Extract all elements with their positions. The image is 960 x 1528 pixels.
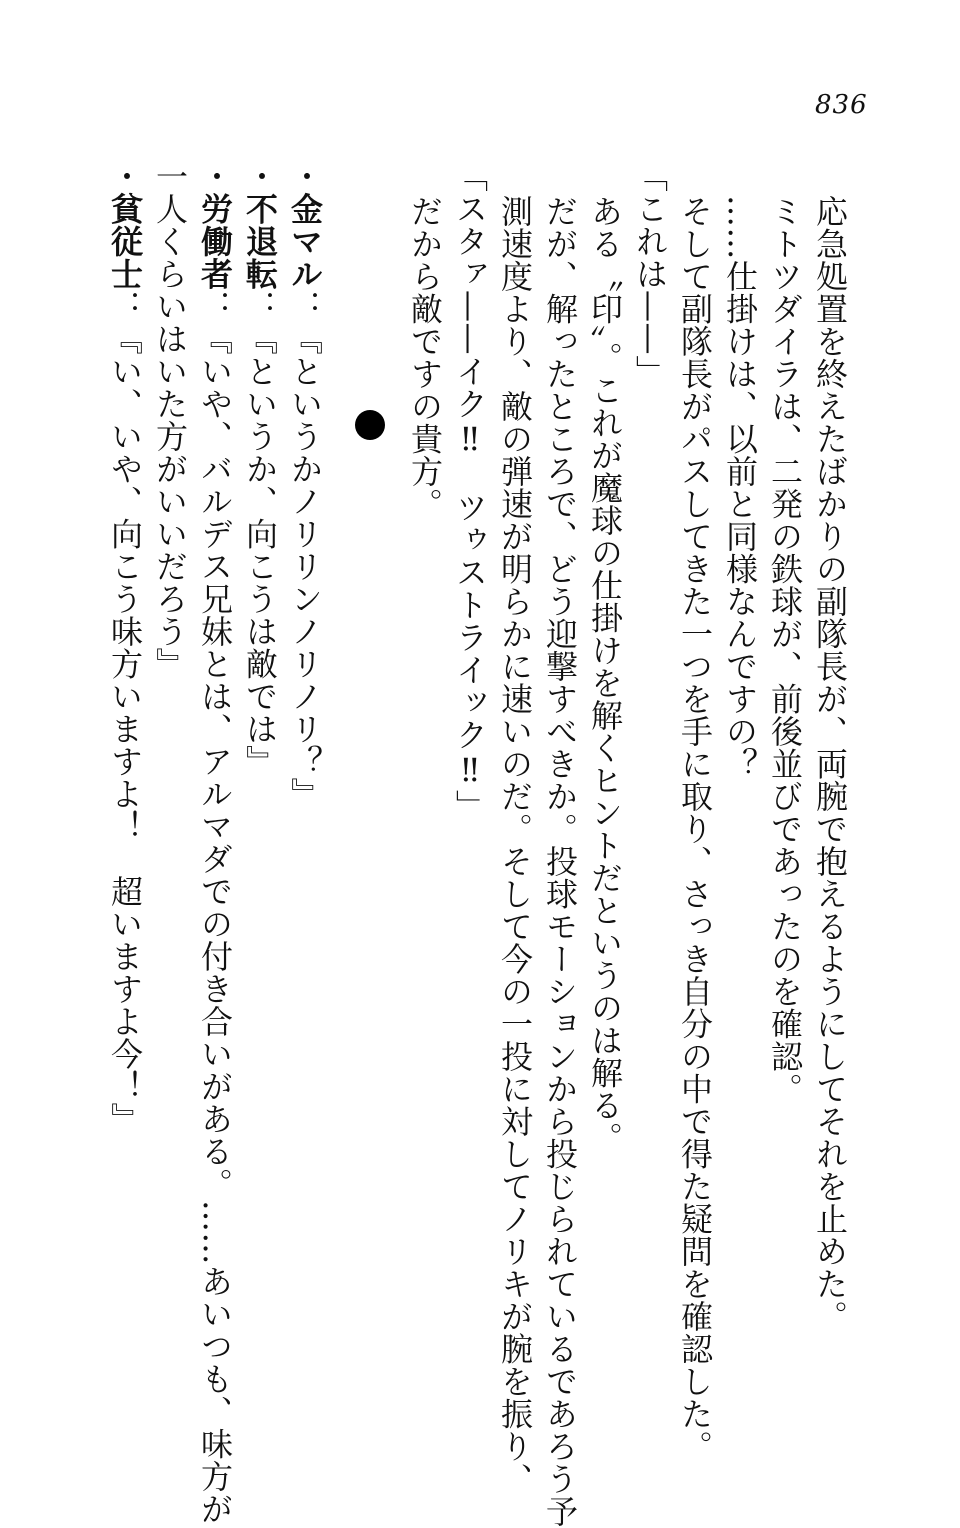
text-column: 測速度より、敵の弾速が明らかに速いのだ。そして今の一投に対してノリキが腕を振り、 [496,195,534,1495]
chat-line [195,160,235,1525]
text-column: ある〝印〟。これが魔球の仕掛けを解くヒントだというのは解る。 [586,195,624,1154]
page-number: 836 [815,90,868,120]
chat-text: ：『というかノリリンノリノリ？』 [286,290,324,810]
chat-text: ：『い、いや、向こう味方いますよ！ 超いますよ今！』 [106,290,144,1135]
bullet-marker: ・ [106,160,144,193]
speaker-name: 貧従士 [106,192,144,290]
chat-text: ：『というか、向こうは敵では』 [241,290,279,778]
chat-line [150,160,190,680]
speaker-name: 金マル [286,192,324,290]
chat-text: ：『いや、バルデス兄妹とは、アルマダでの付き合いがある。……あいつも、味方が [196,290,234,1525]
chat-text: 一人くらいはいた方がいいだろう』 [151,160,189,680]
speaker-name: 不退転 [241,192,279,290]
text-column: だから敵ですの貴方。 [406,195,444,520]
speaker-name: 労働者 [196,192,234,290]
text-column: ……仕掛けは、以前と同様なんですの？ [721,195,759,780]
bullet-marker: ・ [241,160,279,193]
text-column: 「これは——」 [631,160,669,388]
text-column: 応急処置を終えたばかりの副隊長が、両腕で抱えるようにしてそれを止めた。 [811,195,849,1333]
text-column: そして副隊長がパスしてきた一つを手に取り、さっき自分の中で得た疑問を確認した。 [676,195,714,1463]
section-break-dot [355,410,385,440]
chat-line [240,160,280,778]
text-column: 「スタァ——イク‼ ツゥストライック‼」 [451,160,489,822]
text-column: ミトツダイラは、二発の鉄球が、前後並びであったのを確認。 [766,195,804,1105]
bullet-marker: ・ [196,160,234,193]
bullet-marker: ・ [286,160,324,193]
chat-line [105,160,145,1135]
chat-line [285,160,325,810]
text-column: だが、解ったところで、どう迎撃すべきか。投球モーションから投じられているであろう予 [541,195,579,1528]
